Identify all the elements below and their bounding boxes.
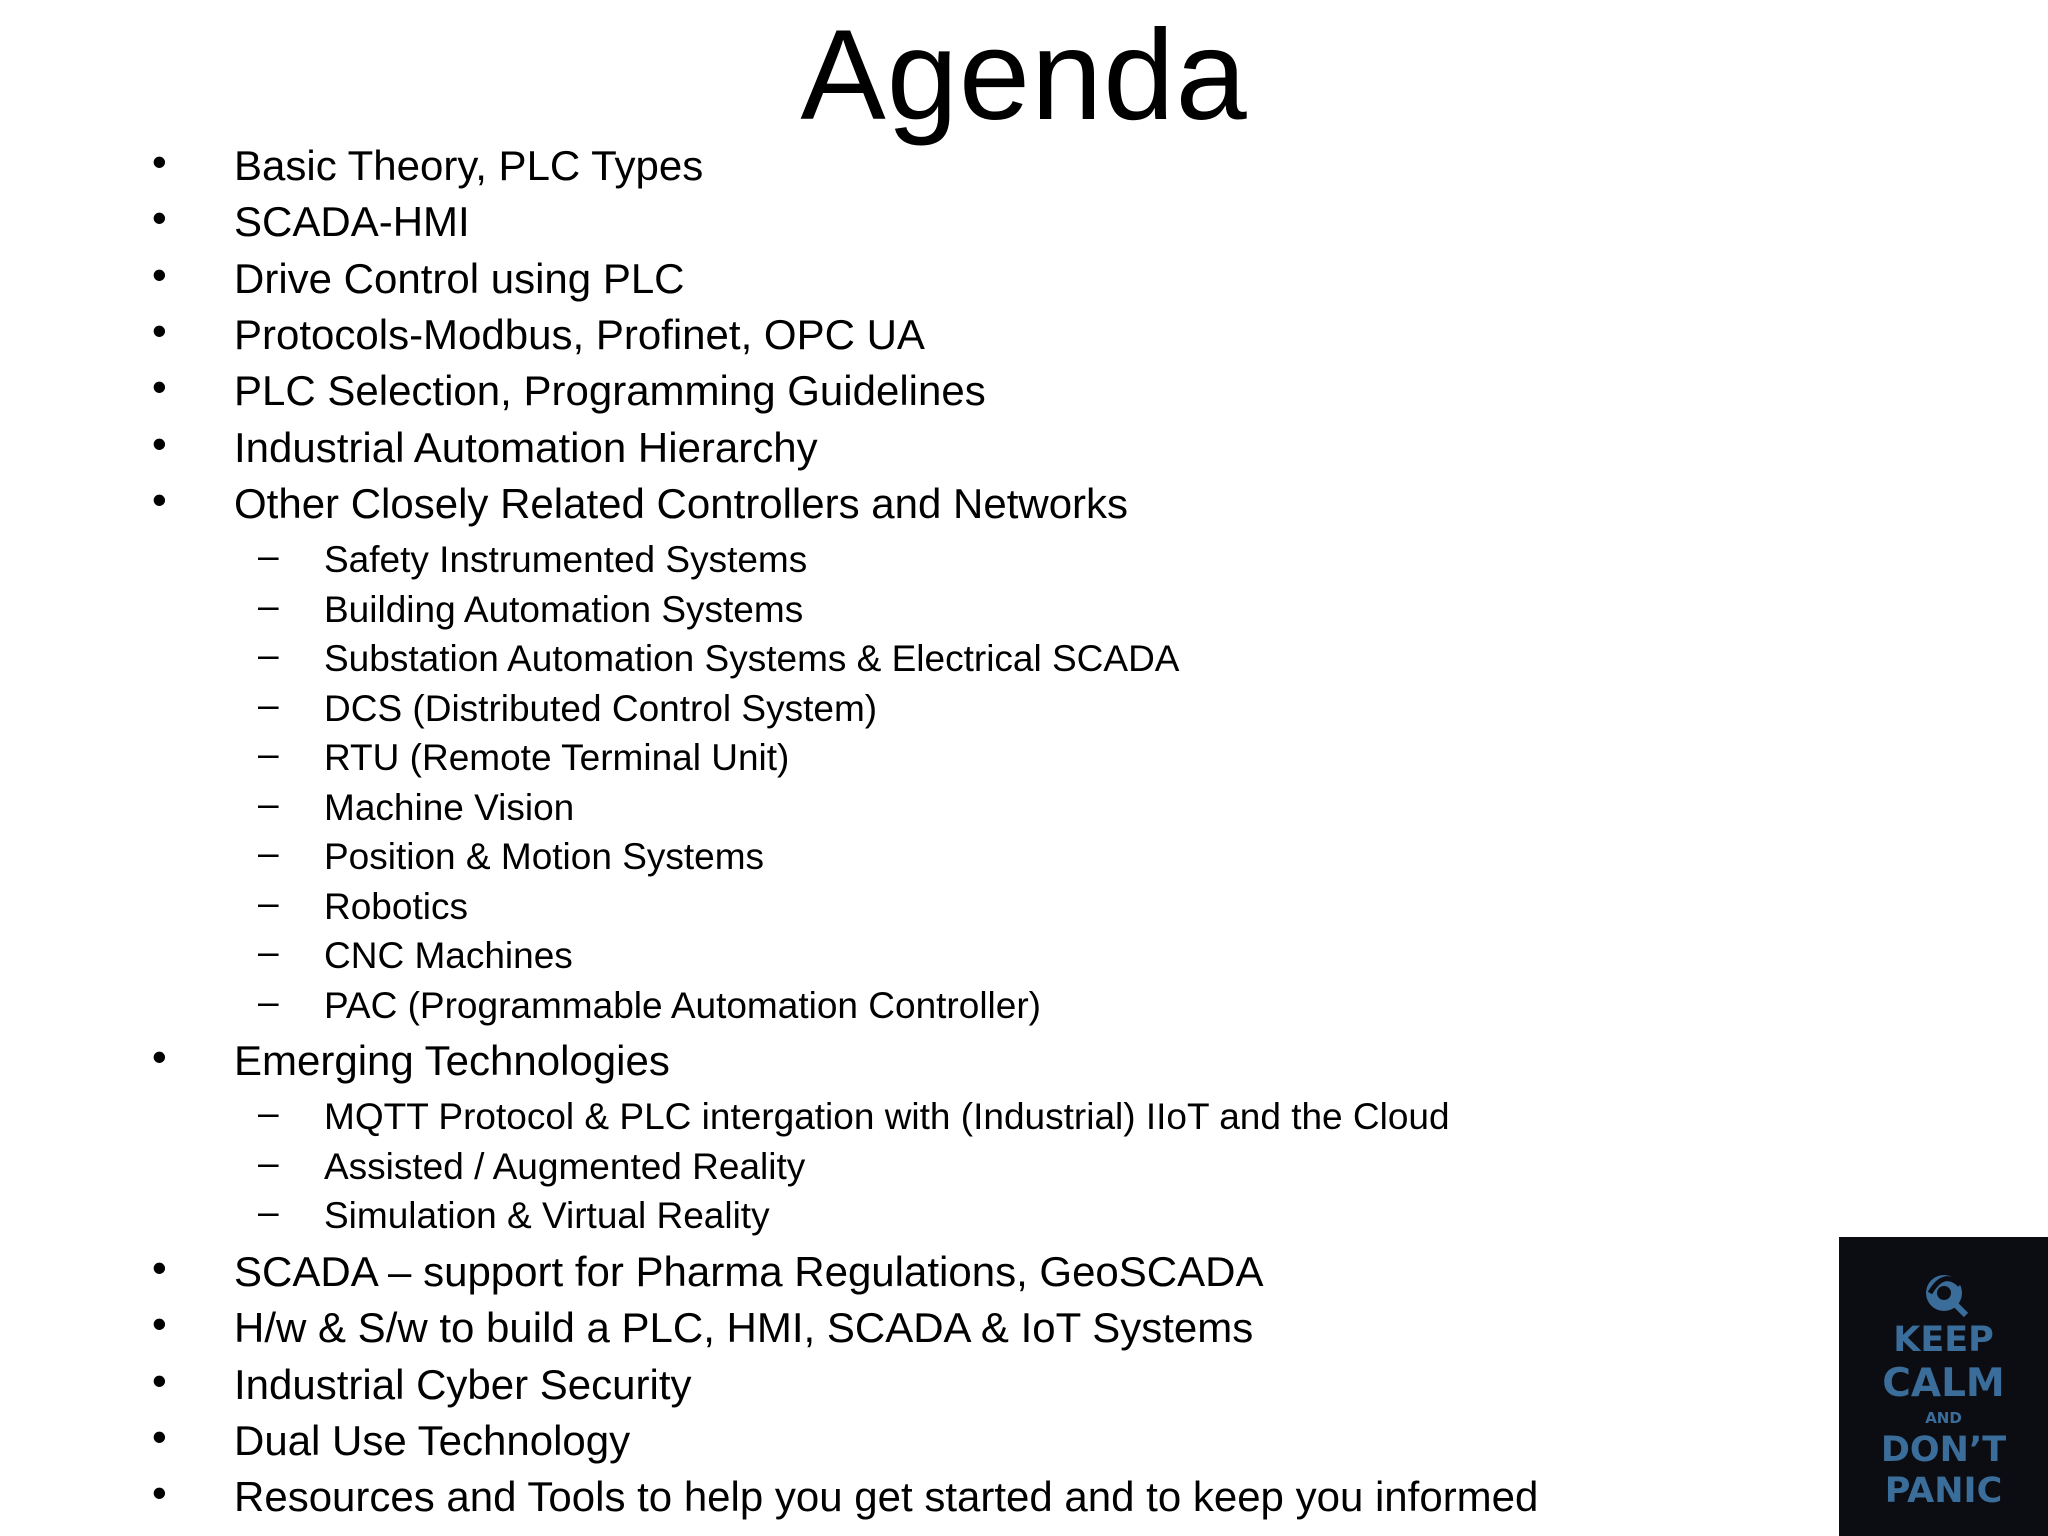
bullet-mark: • xyxy=(152,1412,167,1460)
dash-mark: – xyxy=(258,1141,279,1183)
agenda-item-text: Substation Automation Systems & Electrical SCADA xyxy=(324,638,1180,680)
agenda-item-text: Industrial Automation Hierarchy xyxy=(234,423,818,471)
agenda-item-text: Assisted / Augmented Reality xyxy=(324,1145,806,1187)
agenda-item-text: MQTT Protocol & PLC intergation with (Industrial) IIoT and the Cloud xyxy=(324,1096,1450,1138)
agenda-item-text: RTU (Remote Terminal Unit) xyxy=(324,737,790,779)
agenda-item-text: SCADA – support for Pharma Regulations, GeoSCADA xyxy=(234,1247,1264,1295)
agenda-item-text: Resources and Tools to help you get started and to keep you informed xyxy=(234,1473,1539,1521)
agenda-item-text: PLC Selection, Programming Guidelines xyxy=(234,367,986,415)
bullet-mark: • xyxy=(152,475,167,523)
dash-mark: – xyxy=(258,782,279,824)
agenda-item-text: Emerging Technologies xyxy=(234,1037,670,1085)
agenda-item-text: Machine Vision xyxy=(324,786,575,828)
agenda-item-text: Dual Use Technology xyxy=(234,1416,631,1464)
agenda-item-text: Industrial Cyber Security xyxy=(234,1360,692,1408)
bullet-mark: • xyxy=(152,363,167,411)
crown-icon xyxy=(1914,1263,1974,1323)
badge-line: KEEP xyxy=(1893,1320,1994,1360)
agenda-item-text: SCADA-HMI xyxy=(234,198,470,246)
dash-mark: – xyxy=(258,1191,279,1233)
bullet-mark: • xyxy=(152,250,167,298)
dash-mark: – xyxy=(258,980,279,1022)
agenda-item-text: Protocols-Modbus, Profinet, OPC UA xyxy=(234,310,925,358)
bullet-mark: • xyxy=(152,1469,167,1517)
bullet-mark: • xyxy=(152,419,167,467)
bullet-mark: • xyxy=(152,1243,167,1291)
agenda-item-text: CNC Machines xyxy=(324,935,573,977)
bullet-mark: • xyxy=(152,1356,167,1404)
agenda-item-text: Robotics xyxy=(324,885,468,927)
dash-mark: – xyxy=(258,733,279,775)
dash-mark: – xyxy=(258,683,279,725)
agenda-item-text: H/w & S/w to build a PLC, HMI, SCADA & IoT Systems xyxy=(234,1304,1254,1352)
dash-mark: – xyxy=(258,535,279,577)
bullet-mark: • xyxy=(152,194,167,242)
dash-mark: – xyxy=(258,634,279,676)
agenda-item-text: Building Automation Systems xyxy=(324,588,804,630)
dash-mark: – xyxy=(258,832,279,874)
dash-mark: – xyxy=(258,931,279,973)
agenda-item-text: Safety Instrumented Systems xyxy=(324,539,808,581)
agenda-item-text: DCS (Distributed Control System) xyxy=(324,687,878,729)
keep-calm-badge xyxy=(1839,1237,2048,1536)
badge-line: PANIC xyxy=(1884,1471,2003,1511)
agenda-item-text: Drive Control using PLC xyxy=(234,254,685,302)
agenda-item-text: Position & Motion Systems xyxy=(324,836,765,878)
badge-line: CALM xyxy=(1882,1361,2005,1406)
dash-mark: – xyxy=(258,1092,279,1134)
agenda-item-text: PAC (Programmable Automation Controller) xyxy=(324,984,1041,1026)
agenda-item-text: Simulation & Virtual Reality xyxy=(324,1195,770,1237)
agenda-item-text: Other Closely Related Controllers and Networks xyxy=(234,479,1129,527)
bullet-mark: • xyxy=(152,306,167,354)
agenda-item-text: Basic Theory, PLC Types xyxy=(234,142,704,189)
bullet-mark: • xyxy=(152,138,167,185)
dash-mark: – xyxy=(258,584,279,626)
slide-title: Agenda xyxy=(800,4,1248,147)
badge-line: AND xyxy=(1925,1409,1962,1427)
badge-line: DON’T xyxy=(1880,1430,2007,1470)
bullet-mark: • xyxy=(152,1300,167,1348)
dash-mark: – xyxy=(258,881,279,923)
bullet-mark: • xyxy=(152,1033,167,1081)
